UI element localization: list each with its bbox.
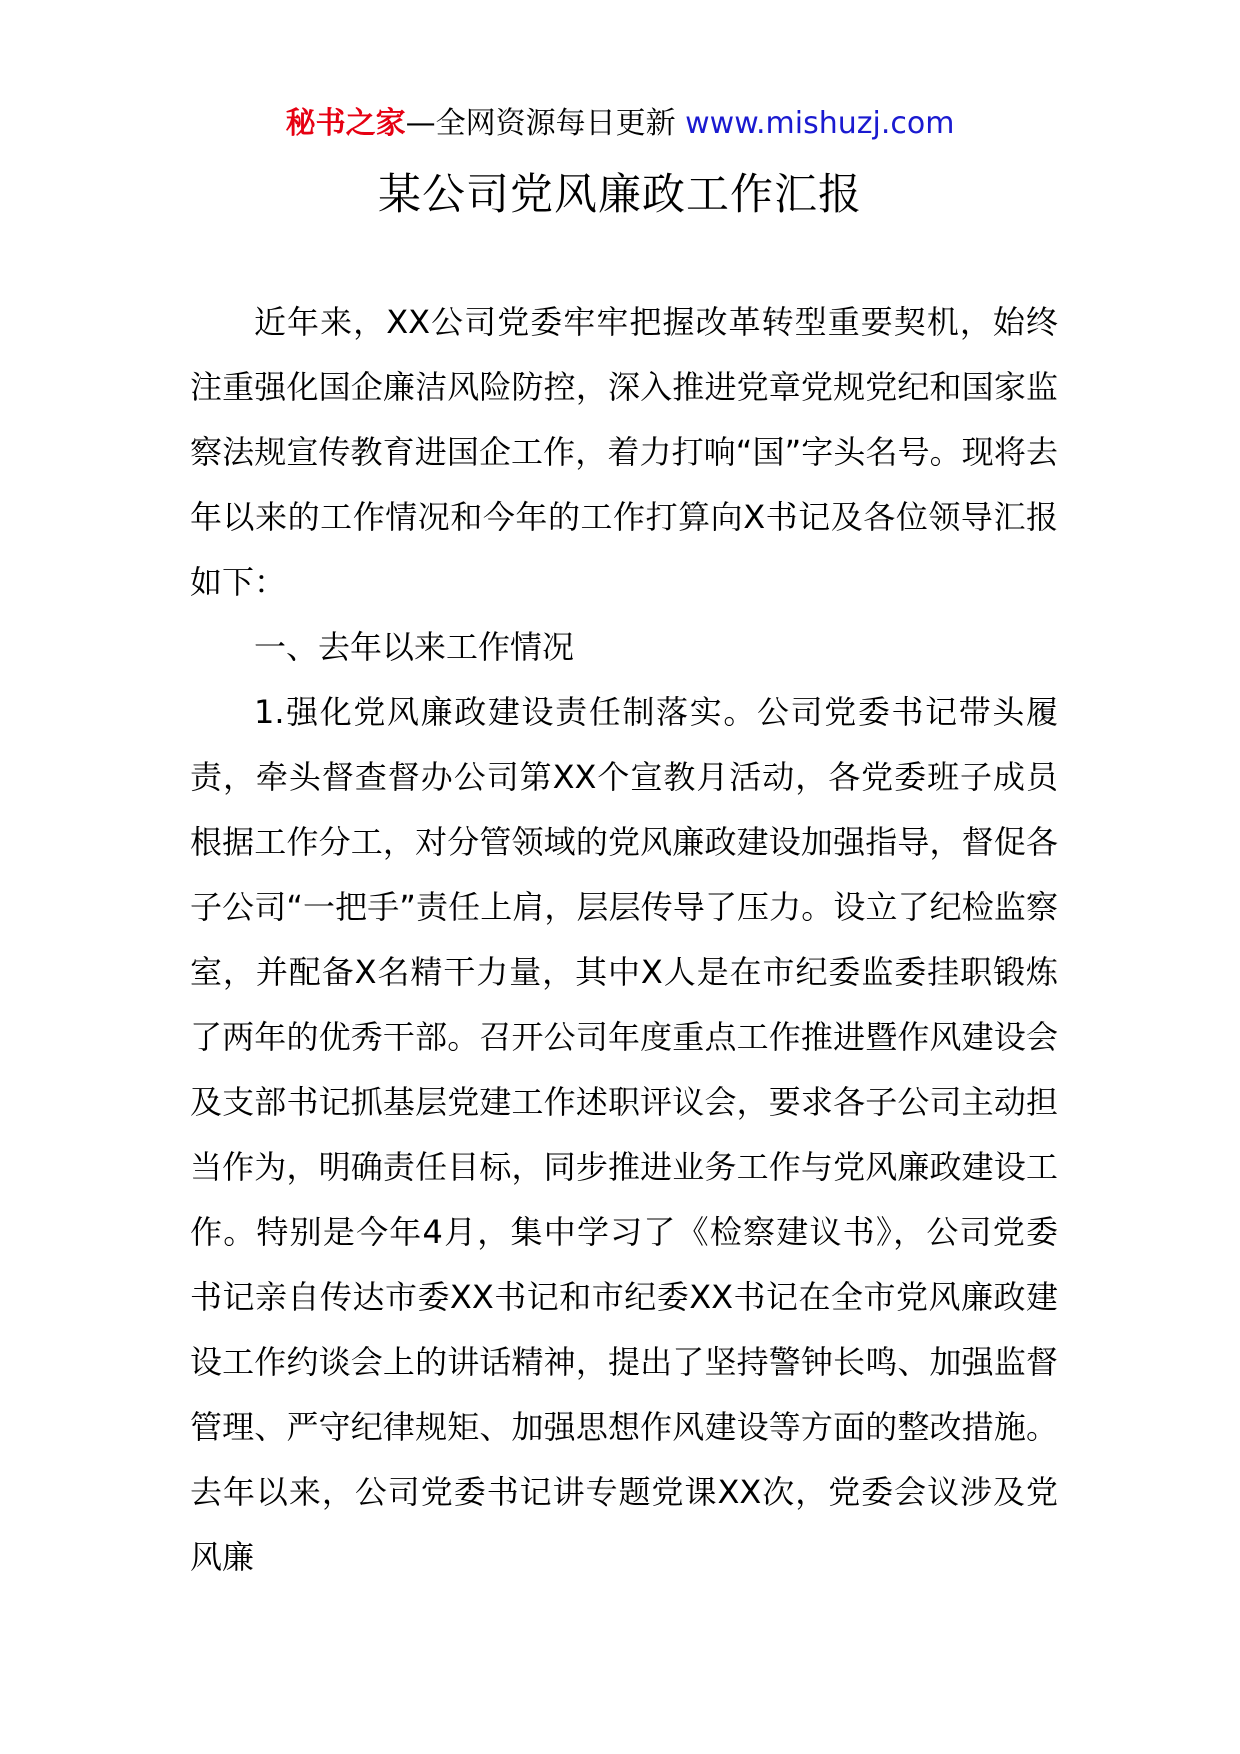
body-paragraph-1: 1.强化党风廉政建设责任制落实。公司党委书记带头履责，牵头督查督办公司第XX个宣教月活动，各党委班子成员根据工作分工，对分管领域的党风廉政建设加强指导，督促各子公司“一把手”责任上肩，层层传导了压力。设立了纪检监察室，并配备X名精干力量，其中X人是在市纪委监委挂职锻炼了两年的优秀干部。召开公司年度重点工作推进暨作风建设会及支部书记抓基层党建工作述职评议会，要求各子公司主动担当作为，明确责任目标，同步推进业务工作与党风廉政建设工作。特别是今年4月，集中学习了《检察建议书》，公司党委书记亲自传达市委XX书记和市纪委XX书记在全市党风廉政建设工作约谈会上的讲话精神，提出了坚持警钟长鸣、加强监督管理、严守纪律规矩、加强思想作风建设等方面的整改措施。去年以来，公司党委书记讲专题党课XX次，党委会议涉及党风廉 bbox=[190, 693, 1058, 1576]
site-brand: 秘书之家 bbox=[285, 106, 406, 141]
site-url-link[interactable]: www.mishuzj.com bbox=[685, 106, 955, 141]
document-title: 某公司党风廉政工作汇报 bbox=[378, 170, 862, 220]
intro-paragraph: 近年来，XX公司党委牢牢把握改革转型重要契机，始终注重强化国企廉洁风险防控，深入推进党章党规党纪和国家监察法规宣传教育进国企工作，着力打响“国”字头名号。现将去年以来的工作情况和今年的工作打算向X书记及各位领导汇报如下： bbox=[190, 303, 1058, 601]
site-slogan: —全网资源每日更新 bbox=[405, 106, 676, 141]
section-heading-1: 一、去年以来工作情况 bbox=[254, 628, 575, 666]
document-body bbox=[190, 290, 1058, 1590]
site-header bbox=[0, 100, 1240, 148]
